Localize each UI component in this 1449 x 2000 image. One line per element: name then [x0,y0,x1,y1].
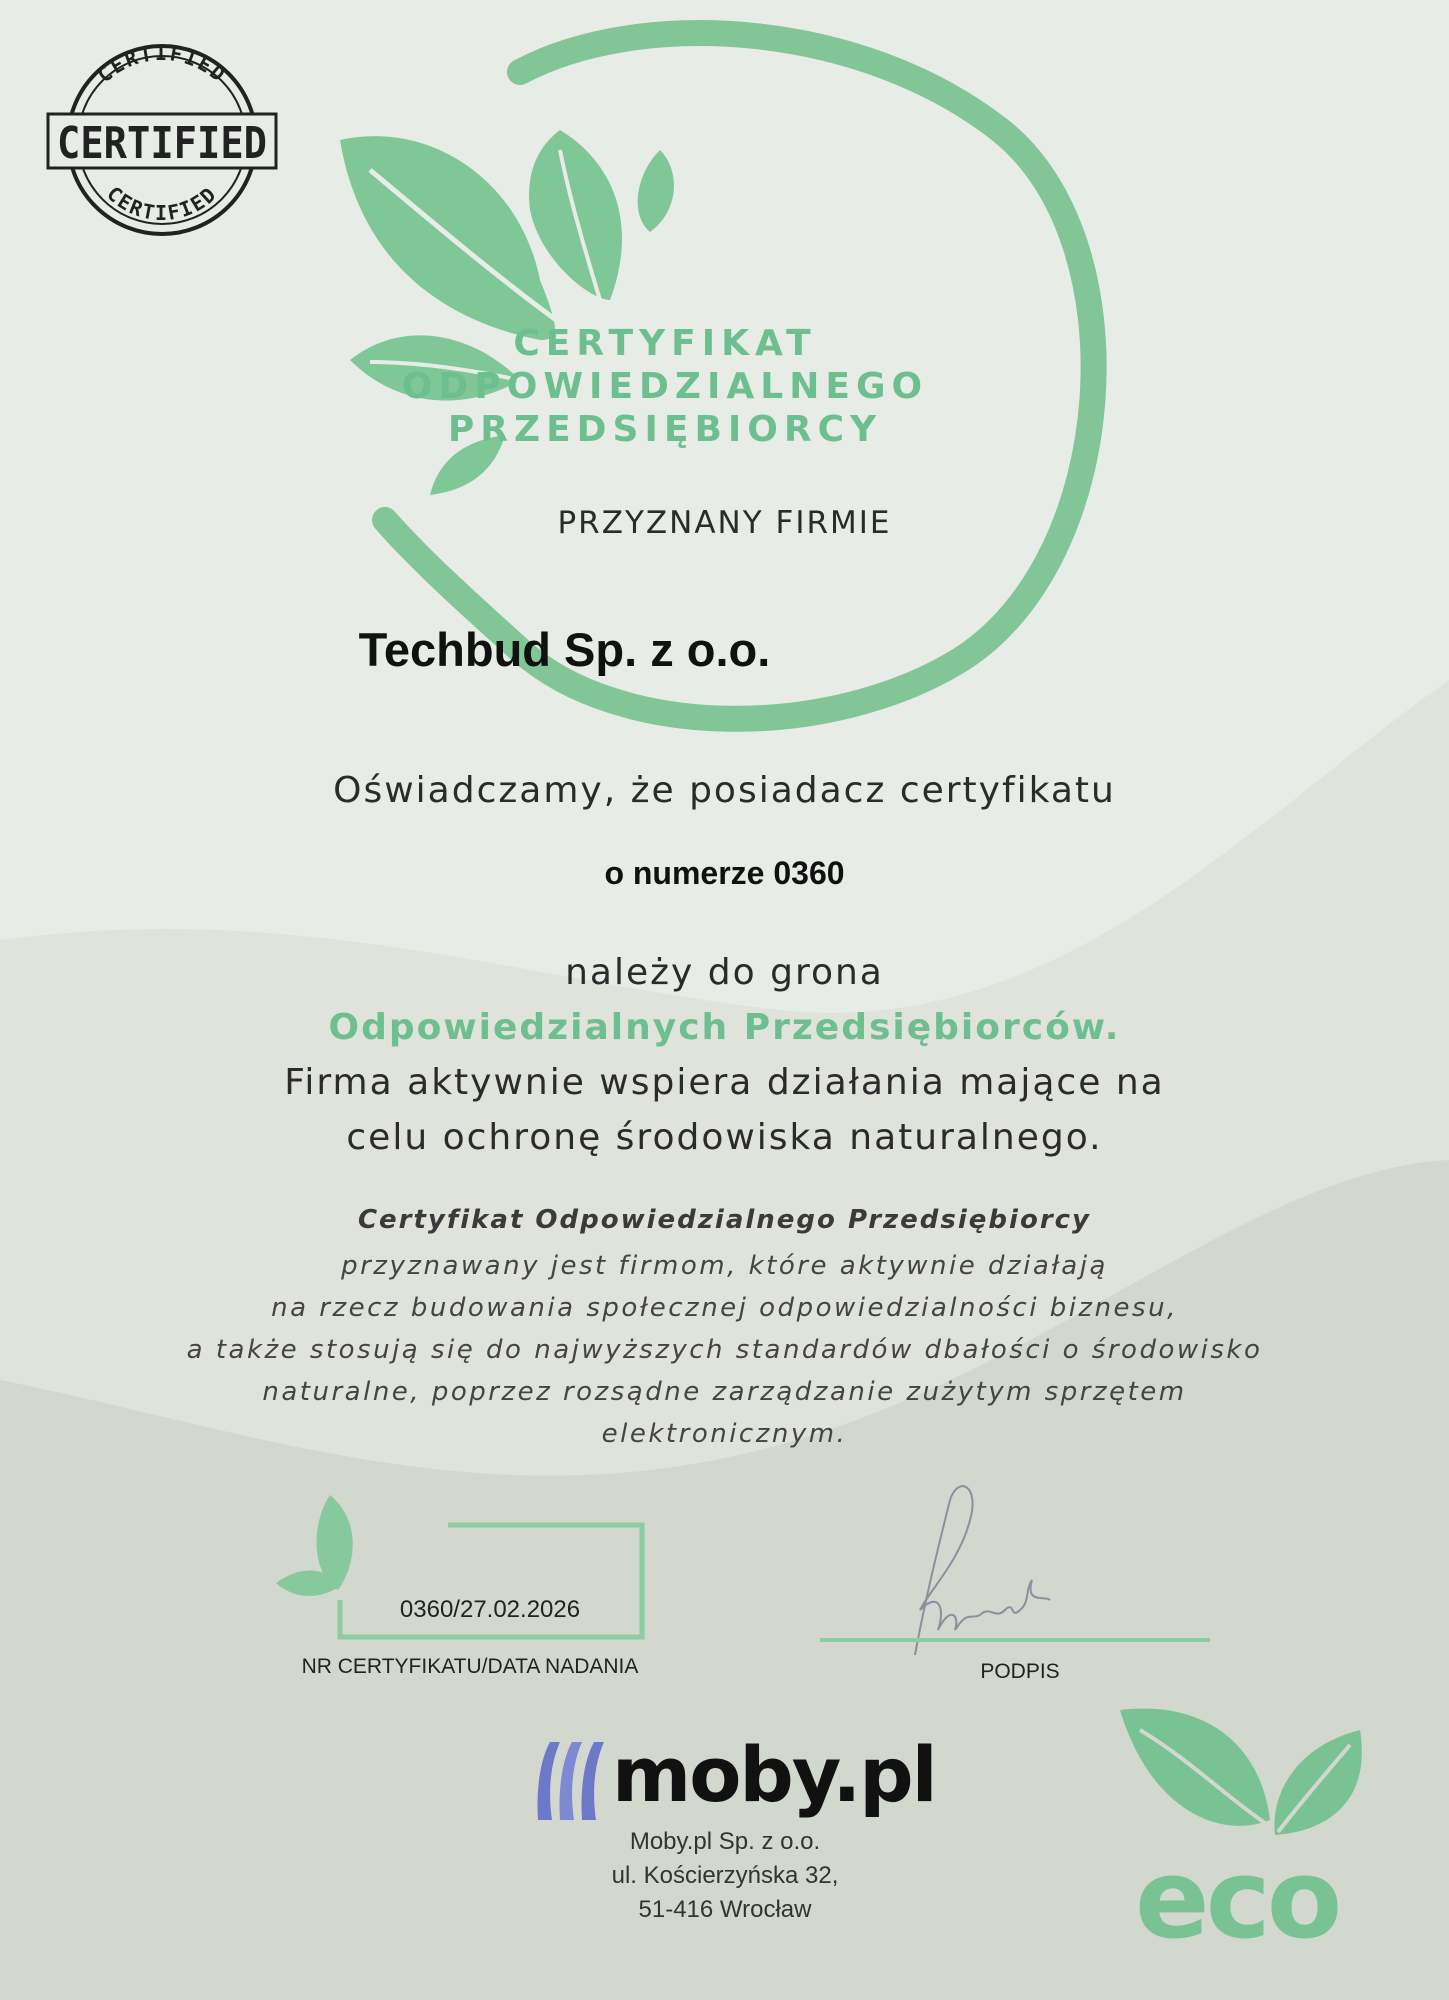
body-line-2: Odpowiedzialnych Przedsiębiorców. [328,1007,1121,1048]
description-line-5: elektronicznym. [601,1419,848,1449]
title-line-1: CERTYFIKAT [513,323,817,364]
issuer-name: Moby.pl Sp. z o.o. [629,1828,821,1855]
description-line-2: na rzecz budowania społecznej odpowiedzialności biznesu, [271,1293,1178,1323]
title-line-3: PRZEDSIĘBIORCY [447,409,883,450]
description-line-1: przyznawany jest firmom, które aktywnie działają [341,1251,1108,1281]
description-line-3: a także stosują się do najwyższych standardów dbałości o środowisko [186,1335,1263,1365]
svg-text:CERTIFIED [93,41,232,87]
company-name: Techbud Sp. z o.o. [358,623,771,676]
title-line-2: ODPOWIEDZIALNEGO [401,366,929,407]
certificate-number-line: o numerze 0360 [604,855,845,891]
issuer-city: 51-416 Wrocław [638,1896,812,1923]
signature-label: PODPIS [980,1660,1060,1683]
body-line-1: należy do grona [565,952,884,993]
svg-text:CERTIFIED [102,181,222,225]
body-line-3: Firma aktywnie wspiera działania mające na [284,1062,1165,1103]
eco-text: eco [1135,1835,1339,1963]
description-heading: Certyfikat Odpowiedzialnego Przedsiębiorcy [357,1205,1092,1235]
cert-number-date: 0360/27.02.2026 [399,1596,581,1623]
cert-number-label: NR CERTYFIKATU/DATA NADANIA [301,1655,639,1678]
signature-image [820,1480,1220,1670]
seal-top-text: CERTIFIED [92,41,232,88]
awarded-to-label: PRZYZNANY FIRMIE [557,505,892,541]
declaration-text: Oświadczamy, że posiadacz certyfikatu [333,770,1116,811]
seal-bottom-text: CERTIFIED [102,181,222,225]
certified-seal-icon [46,40,278,240]
seal-center-text: CERTIFIED [57,118,267,169]
description-line-4: naturalne, poprzez rozsądne zarządzanie zużytym sprzętem [262,1377,1187,1407]
body-line-4: celu ochronę środowiska naturalnego. [346,1117,1103,1158]
moby-brand-text: moby.pl [612,1730,936,1819]
moby-logo-icon [530,1730,620,1825]
issuer-street: ul. Kościerzyńska 32, [611,1862,839,1889]
